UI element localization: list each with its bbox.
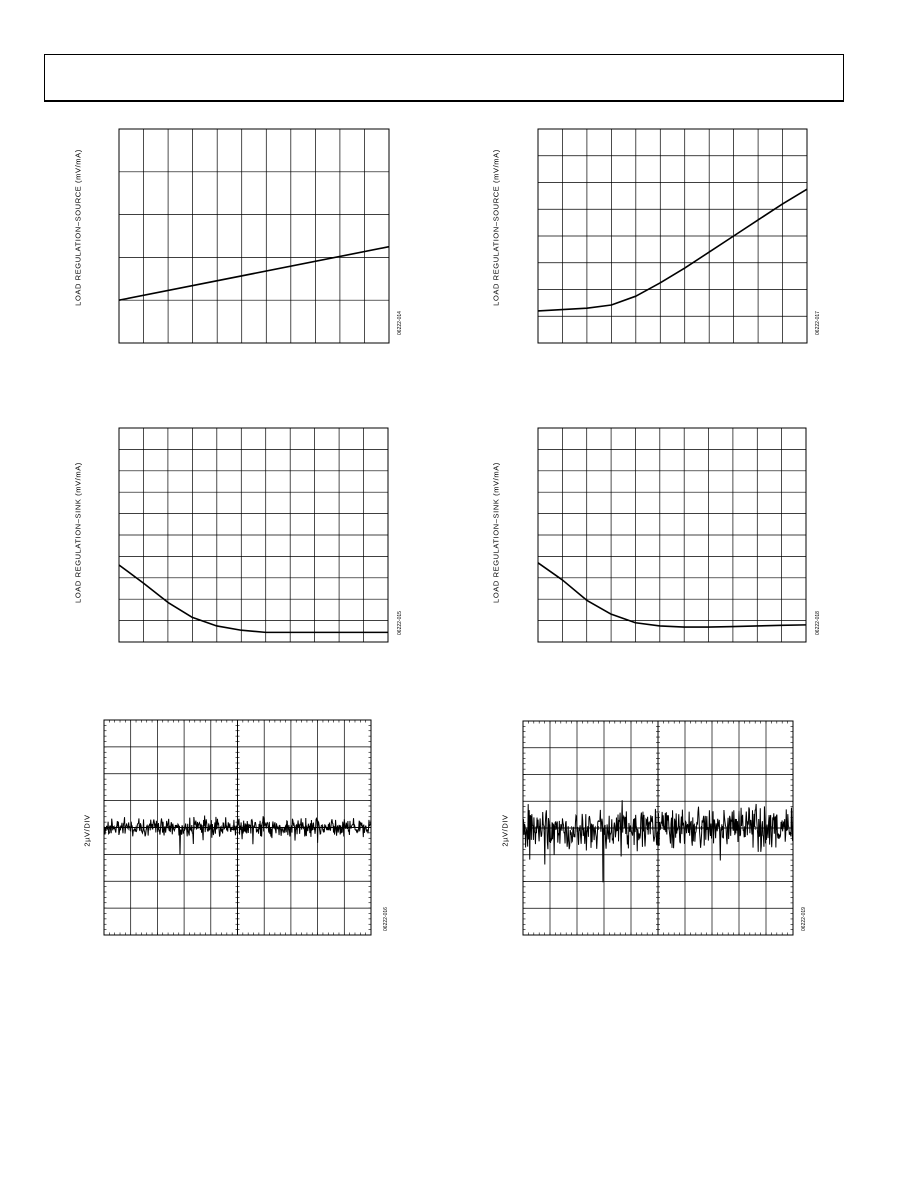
- chart-load-reg-source-2: [478, 120, 838, 360]
- figure-id: 06222-015: [397, 611, 403, 635]
- plot-area: [478, 420, 838, 660]
- plot-area: [60, 420, 420, 660]
- series-line: [119, 565, 388, 632]
- page-header-box: [44, 54, 844, 102]
- chart-load-reg-sink-1: [60, 420, 420, 660]
- y-axis-label: LOAD REGULATION–SOURCE (mV/mA): [491, 149, 501, 306]
- series-line: [119, 247, 389, 301]
- figure-id: 06222-019: [801, 907, 807, 931]
- plot-area: [478, 120, 838, 360]
- figure-id: 06222-016: [383, 907, 389, 931]
- chart-noise-1: [60, 710, 420, 950]
- plot-area: [478, 710, 838, 950]
- y-axis-label: LOAD REGULATION–SOURCE (mV/mA): [73, 149, 83, 306]
- series-line: [538, 189, 807, 311]
- plot-frame: [119, 129, 389, 343]
- figure-id: 06222-018: [815, 611, 821, 635]
- chart-load-reg-sink-2: [478, 420, 838, 660]
- chart-noise-2: [478, 710, 838, 950]
- plot-area: [60, 120, 420, 360]
- y-axis-label: 2µV/DIV: [82, 814, 92, 847]
- y-axis-label: 2µV/DIV: [500, 814, 510, 847]
- chart-load-reg-source-1: [60, 120, 420, 360]
- y-axis-label: LOAD REGULATION–SINK (mV/mA): [491, 462, 501, 603]
- figure-id: 06222-017: [815, 311, 821, 335]
- figure-id: 06222-014: [397, 311, 403, 335]
- plot-area: [60, 710, 420, 950]
- series-line: [538, 563, 806, 627]
- y-axis-label: LOAD REGULATION–SINK (mV/mA): [73, 462, 83, 603]
